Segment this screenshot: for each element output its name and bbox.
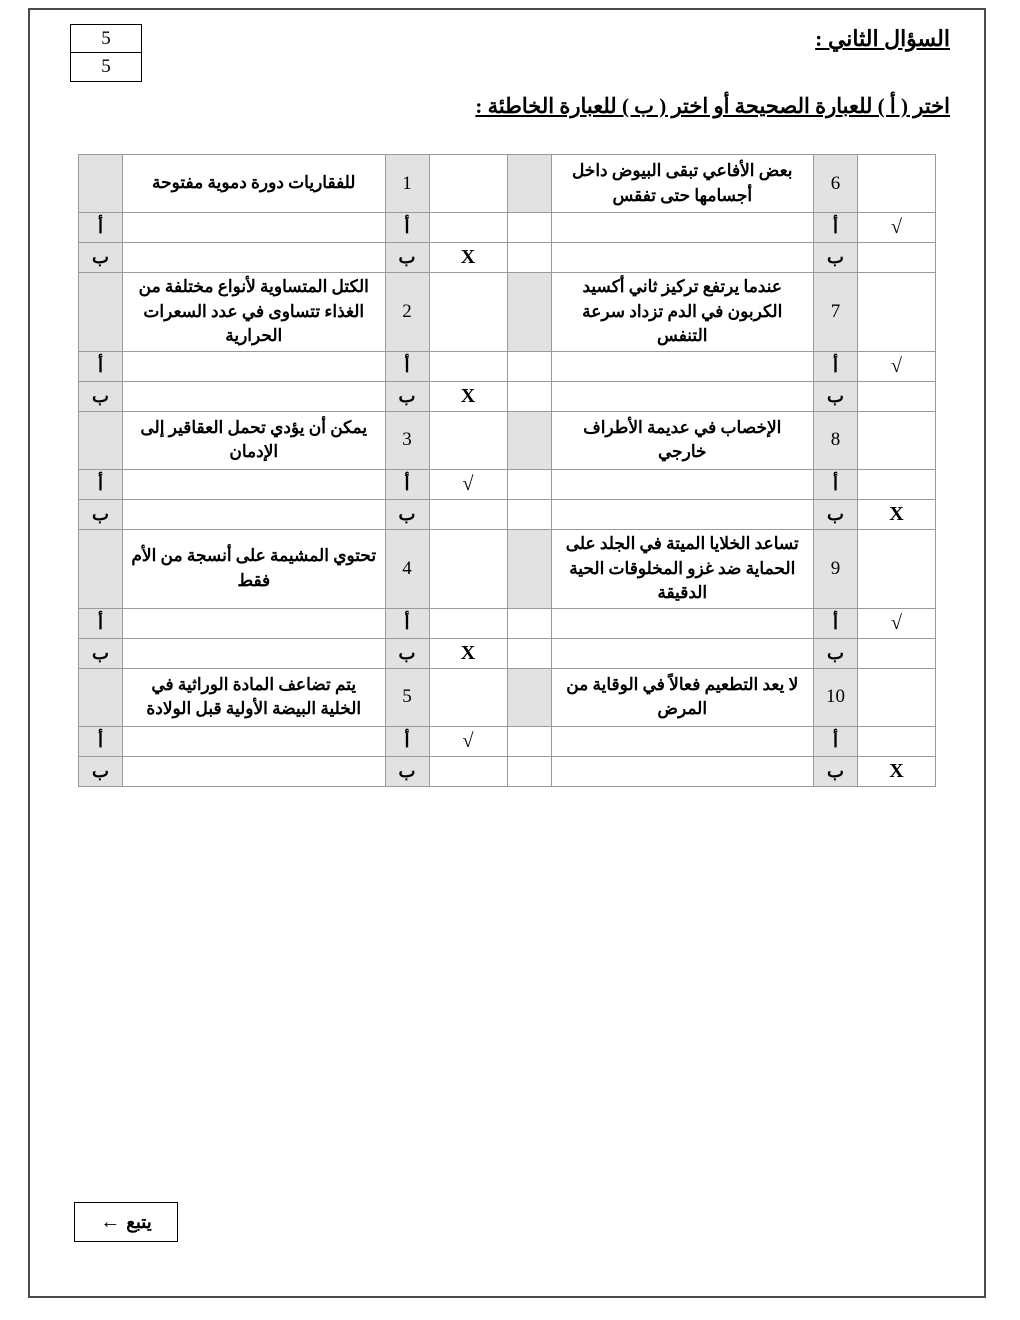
right-option-a-4: أ [385,608,429,638]
right-blank-a-2 [123,351,386,381]
right-option-b-3: ب [385,499,429,529]
left-mark-blank-5 [858,668,936,726]
right-number-2: 2 [385,273,429,352]
left-mark-a-4[interactable]: √ [858,608,936,638]
table-row-option-a-4 [79,608,936,638]
left-option-b-1: ب [814,243,858,273]
score-box [70,24,142,82]
right-edge-a-2: أ [79,351,123,381]
right-edge-5 [79,668,123,726]
left-blank-a-3 [551,469,814,499]
left-blank-a-5 [551,726,814,756]
left-edge-b-4 [507,638,551,668]
right-edge-3 [79,411,123,469]
right-edge-b-3: ب [79,499,123,529]
left-statement-4: تساعد الخلايا الميتة في الجلد على الحماية ضد غزو المخلوقات الحية الدقيقة [551,529,814,608]
left-edge-a-3 [507,469,551,499]
left-option-a-1: أ [814,213,858,243]
right-mark-blank-3 [429,411,507,469]
right-option-b-4: ب [385,638,429,668]
left-option-b-4: ب [814,638,858,668]
continue-box [74,1202,178,1242]
right-option-a-2: أ [385,351,429,381]
left-edge-a-2 [507,351,551,381]
left-mark-blank-3 [858,411,936,469]
table-row [79,155,936,213]
left-mark-a-5[interactable] [858,726,936,756]
exam-page [28,8,986,1298]
right-blank-b-5 [123,756,386,786]
left-option-b-3: ب [814,499,858,529]
left-blank-b-3 [551,499,814,529]
right-blank-b-2 [123,381,386,411]
left-option-a-2: أ [814,351,858,381]
right-statement-5: يتم تضاعف المادة الوراثية في الخلية البيضة الأولية قبل الولادة [123,668,386,726]
left-mark-blank-2 [858,273,936,352]
right-spacer-2 [507,273,551,352]
right-edge-4 [79,529,123,608]
right-blank-b-4 [123,638,386,668]
right-number-3: 3 [385,411,429,469]
right-mark-a-5[interactable]: √ [429,726,507,756]
left-mark-blank-4 [858,529,936,608]
left-statement-2: عندما يرتفع تركيز ثاني أكسيد الكربون في الدم تزداد سرعة التنفس [551,273,814,352]
left-option-a-5: أ [814,726,858,756]
right-edge-a-3: أ [79,469,123,499]
page-content [40,16,974,1290]
right-mark-a-2[interactable] [429,351,507,381]
left-blank-a-2 [551,351,814,381]
right-edge-2 [79,273,123,352]
answers-table [78,154,936,787]
right-statement-2: الكتل المتساوية لأنواع مختلفة من الغذاء تتساوى في عدد السعرات الحرارية [123,273,386,352]
left-option-a-4: أ [814,608,858,638]
right-option-a-3: أ [385,469,429,499]
question-instruction: اختر ( أ ) للعبارة الصحيحة أو اختر ( ب ) للعبارة الخاطئة : [475,94,950,118]
left-mark-b-4[interactable] [858,638,936,668]
left-blank-b-2 [551,381,814,411]
right-blank-b-3 [123,499,386,529]
left-edge-a-1 [507,213,551,243]
arrow-left-icon: ← [100,1211,121,1233]
right-edge-b-2: ب [79,381,123,411]
left-number-5: 10 [814,668,858,726]
right-blank-a-3 [123,469,386,499]
right-statement-1: للفقاريات دورة دموية مفتوحة [123,155,386,213]
table-row-option-a-5 [79,726,936,756]
right-blank-a-5 [123,726,386,756]
left-edge-b-1 [507,243,551,273]
left-mark-b-5[interactable]: X [858,756,936,786]
table-row-option-b-1 [79,243,936,273]
right-blank-a-4 [123,608,386,638]
left-edge-a-4 [507,608,551,638]
score-awarded: 5 [101,56,111,77]
left-blank-b-4 [551,638,814,668]
right-edge-b-1: ب [79,243,123,273]
table-row-option-b-4 [79,638,936,668]
left-statement-1: بعض الأفاعي تبقى البيوض داخل أجسامها حتى تفقس [551,155,814,213]
left-number-2: 7 [814,273,858,352]
right-edge-1 [79,155,123,213]
table-row [79,529,936,608]
left-edge-a-5 [507,726,551,756]
right-mark-blank-1 [429,155,507,213]
right-mark-blank-5 [429,668,507,726]
table-row-option-b-3 [79,499,936,529]
right-edge-b-5: ب [79,756,123,786]
left-mark-a-2[interactable]: √ [858,351,936,381]
left-edge-b-2 [507,381,551,411]
right-option-a-1: أ [385,213,429,243]
score-total: 5 [71,25,141,53]
right-edge-a-4: أ [79,608,123,638]
right-blank-b-1 [123,243,386,273]
right-option-b-1: ب [385,243,429,273]
right-number-5: 5 [385,668,429,726]
right-blank-a-1 [123,213,386,243]
right-mark-b-3[interactable] [429,499,507,529]
table-row-option-a-1 [79,213,936,243]
left-number-3: 8 [814,411,858,469]
table-row-option-b-5 [79,756,936,786]
right-statement-3: يمكن أن يؤدي تحمل العقاقير إلى الإدمان [123,411,386,469]
left-blank-b-5 [551,756,814,786]
right-edge-a-5: أ [79,726,123,756]
right-edge-a-1: أ [79,213,123,243]
right-option-a-5: أ [385,726,429,756]
right-spacer-5 [507,668,551,726]
left-mark-blank-1 [858,155,936,213]
left-statement-3: الإخصاب في عديمة الأطراف خارجي [551,411,814,469]
right-mark-b-4[interactable]: X [429,638,507,668]
right-mark-a-4[interactable] [429,608,507,638]
right-statement-4: تحتوي المشيمة على أنسجة من الأم فقط [123,529,386,608]
right-mark-a-3[interactable]: √ [429,469,507,499]
table-row-option-a-2 [79,351,936,381]
right-mark-b-1[interactable]: X [429,243,507,273]
answers-table-wrapper [78,154,936,787]
right-mark-b-5[interactable] [429,756,507,786]
left-blank-a-1 [551,213,814,243]
right-mark-blank-4 [429,529,507,608]
right-number-1: 1 [385,155,429,213]
right-option-b-5: ب [385,756,429,786]
table-row-option-b-2 [79,381,936,411]
left-option-b-5: ب [814,756,858,786]
right-mark-blank-2 [429,273,507,352]
question-title: السؤال الثاني : [815,26,950,51]
left-mark-a-3[interactable] [858,469,936,499]
left-number-1: 6 [814,155,858,213]
left-blank-b-1 [551,243,814,273]
left-mark-b-3[interactable]: X [858,499,936,529]
right-number-4: 4 [385,529,429,608]
left-mark-b-2[interactable] [858,381,936,411]
left-edge-b-3 [507,499,551,529]
left-option-b-2: ب [814,381,858,411]
table-row [79,411,936,469]
right-spacer-1 [507,155,551,213]
right-spacer-4 [507,529,551,608]
table-row [79,273,936,352]
left-statement-5: لا يعد التطعيم فعالاً في الوقاية من المرض [551,668,814,726]
left-number-4: 9 [814,529,858,608]
table-row-option-a-3 [79,469,936,499]
left-edge-b-5 [507,756,551,786]
right-mark-b-2[interactable]: X [429,381,507,411]
right-mark-a-1[interactable] [429,213,507,243]
table-row [79,668,936,726]
left-mark-a-1[interactable]: √ [858,213,936,243]
right-edge-b-4: ب [79,638,123,668]
right-option-b-2: ب [385,381,429,411]
continue-label: يتبع [126,1211,152,1232]
left-mark-b-1[interactable] [858,243,936,273]
left-blank-a-4 [551,608,814,638]
left-option-a-3: أ [814,469,858,499]
right-spacer-3 [507,411,551,469]
